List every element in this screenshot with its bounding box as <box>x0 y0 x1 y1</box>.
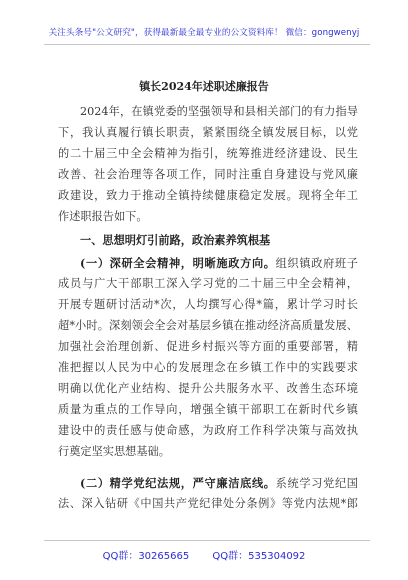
sub1-line-7: 质量为重点的工作导向，增强全镇干部职工在新时代乡镇 <box>58 403 358 416</box>
sub1-heading: (一）深研全会精神，明晰施政方向。 <box>80 256 276 270</box>
header-promo-note: 关注头条号"公文研究"，获得最新最全最专业的公文资料库！ 微信：gongwenyj <box>48 28 360 38</box>
section-1-heading: 一、思想明灯引前路，政治素养筑根基 <box>80 233 271 247</box>
footer <box>0 547 408 562</box>
footer-qq-group-2: QQ群：535304092 <box>212 551 306 562</box>
sub1-first-line <box>80 256 358 271</box>
intro-line-6: 作述职报告如下。 <box>58 210 148 223</box>
sub1-line-5: 准把握以人民为中心的发展理念在乡镇工作中的实践要求 <box>58 361 358 374</box>
intro-line-2: 下，我认真履行镇长职责，紧紧围绕全镇发展目标，以党 <box>58 126 358 139</box>
sub2-line-1: 法、深入钻研《中国共产党纪律处分条例》等党内法规*郎 <box>58 497 358 510</box>
sub1-line-3: 超*小时。深刻领会全会对基层乡镇在推动经济高质量发展、 <box>58 319 358 332</box>
sub2-first-line <box>80 476 358 491</box>
sub1-line-1: 成员与广大干部职工深入学习党的二十届三中全会精神， <box>58 277 358 290</box>
sub1-line-2: 开展专题研讨活动*次，人均撰写心得*篇，累计学习时长 <box>58 298 358 311</box>
sub1-line-6: 明确以优化产业结构、提升公共服务水平、改善生态环境 <box>58 382 358 395</box>
sub1-line-8: 建设中的责任感与使命感，为政府工作科学决策与高效执 <box>58 424 358 437</box>
document-title: 镇长2024年述职述廉报告 <box>139 80 269 93</box>
intro-line-1: 2024年，在镇党委的坚强领导和县相关部门的有力指导 <box>80 105 358 118</box>
sub2-heading: (二）精学党纪法规，严守廉洁底线。 <box>80 476 276 490</box>
sub1-first-rest: 组织镇政府班子 <box>275 257 358 270</box>
footer-divider <box>44 540 370 541</box>
intro-line-4: 改善、社会治理等各项工作，同时注重自身建设与党风廉 <box>58 168 358 181</box>
sub2-first-rest: 系统学习党纪国 <box>275 477 358 490</box>
footer-qq-group-1: QQ群：30265665 <box>102 551 190 562</box>
sub1-line-4: 加强社会治理创新、促进乡村振兴等方面的重要部署，精 <box>58 340 358 353</box>
intro-line-5: 政建设，致力于推动全镇持续健康稳定发展。现将全年工 <box>58 189 358 202</box>
sub1-line-9: 行奠定坚实思想基础。 <box>58 445 170 458</box>
intro-line-3: 的二十届三中全会精神为指引，统筹推进经济建设、民生 <box>58 147 358 160</box>
header-divider <box>44 44 370 45</box>
